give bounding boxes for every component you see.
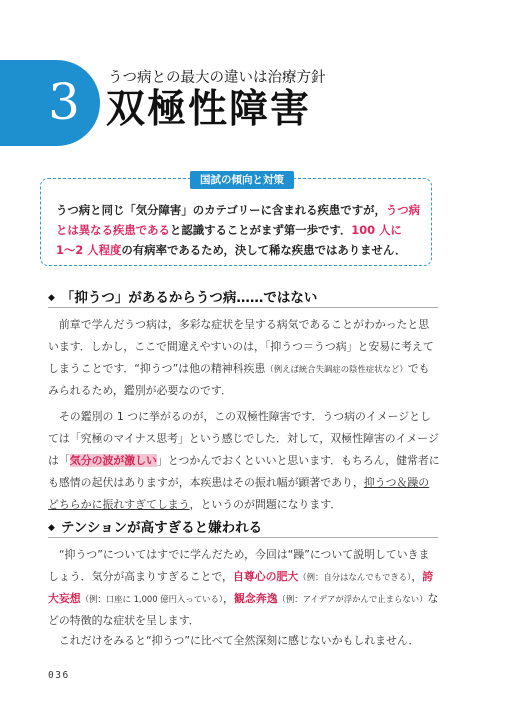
section2-paragraph-2 bbox=[48, 630, 440, 652]
section-heading-2 bbox=[48, 516, 262, 536]
section-divider-1 bbox=[48, 307, 438, 308]
s1p1-text-a: 前章で学んだうつ病は，多彩な症状を呈する病気であることがわかったと思います．しかし，ここで間違えやすいのは，「抑うつ＝うつ病」と安易に考えてしまうことです．“抑うつ”は他の精神科疾患 bbox=[48, 318, 434, 375]
diamond-bullet-icon: ◆ bbox=[48, 293, 55, 303]
page-number: 036 bbox=[48, 670, 70, 681]
s1p2-text-a: その鑑別の 1 つに挙がるのが，この双極性障害です．うつ病のイメージとしては「究極のマイナス思考」という感じでした．対して，双極性障害のイメージは「 bbox=[48, 410, 439, 467]
s2p1-text-j: などの特徴的な症状を呈します． bbox=[48, 592, 439, 627]
chapter-title: 双極性障害 bbox=[106, 87, 312, 132]
trend-box-text bbox=[56, 200, 422, 260]
section2-paragraph-1 bbox=[48, 544, 440, 632]
s1p2-underline: 抑うつ＆躁のどちらかに振れすぎてしまう bbox=[48, 476, 430, 511]
section-heading-2-text: テンションが高すぎると嫌われる bbox=[60, 520, 263, 536]
s2p1-term-3: 観念奔逸 bbox=[233, 592, 278, 605]
trend-text-highlight-1: うつ病とは異なる疾患である bbox=[56, 203, 421, 237]
section-divider-2 bbox=[48, 537, 438, 538]
chapter-number: 3 bbox=[48, 73, 80, 131]
trend-text-5: の有病率であるため，決して稀な疾患ではありません． bbox=[121, 243, 407, 257]
s2p1-term-1: 自尊心の肥大 bbox=[232, 570, 299, 583]
s2p2-text: これだけをみると“抑うつ”に比べて全然深刻に感じないかもしれません． bbox=[58, 634, 420, 647]
s1p2-text-c: 」とつかんでおくといいと思います．もちろん，健常者にも感情の起伏はありますが，本疾患はその振れ幅が顕著であり， bbox=[48, 454, 440, 489]
s2p1-sep-1: ， bbox=[411, 570, 423, 583]
s2p1-note-3: （例：アイデアが浮かんで止まらない） bbox=[277, 594, 428, 604]
s2p1-sep-2: ， bbox=[223, 592, 234, 605]
section-heading-1 bbox=[48, 286, 317, 306]
s2p1-term-2: 誇大妄想 bbox=[48, 570, 434, 605]
section1-paragraph-2 bbox=[48, 406, 440, 516]
s1p2-highlight: 気分の波が激しい bbox=[69, 454, 157, 467]
trend-box-label: 国試の傾向と対策 bbox=[190, 171, 294, 189]
s2p1-note-2: （例：口座に 1,000 億円入っている） bbox=[80, 594, 224, 604]
trend-text-3: と認識することがまず第一歩です． bbox=[169, 223, 352, 237]
s1p2-text-e: ，というのが問題になります． bbox=[189, 498, 342, 511]
section-heading-1-text: 「抑うつ」があるからうつ病……ではない bbox=[60, 290, 318, 306]
s1p1-text-c: でもみられるため，鑑別が必要なのです． bbox=[48, 362, 430, 397]
diamond-bullet-icon: ◆ bbox=[48, 523, 55, 533]
s2p1-text-a: “抑うつ”についてはすでに学んだため，今回は“躁”について説明していきましょう．気分が高まりすぎることで， bbox=[48, 548, 430, 583]
trend-text-highlight-2: 100 人に 1〜2 人程度 bbox=[56, 223, 402, 257]
s1p1-note: （例えば統合失調症の陰性症状など） bbox=[265, 364, 408, 374]
section1-paragraph-1 bbox=[48, 314, 440, 402]
s2p1-note-1: （例：自分はなんでもできる） bbox=[298, 572, 412, 582]
trend-text-1: うつ病と同じ「気分障害」のカテゴリーに含まれる疾患ですが， bbox=[56, 203, 386, 217]
chapter-subtitle: うつ病との最大の違いは治療方針 bbox=[108, 70, 326, 86]
